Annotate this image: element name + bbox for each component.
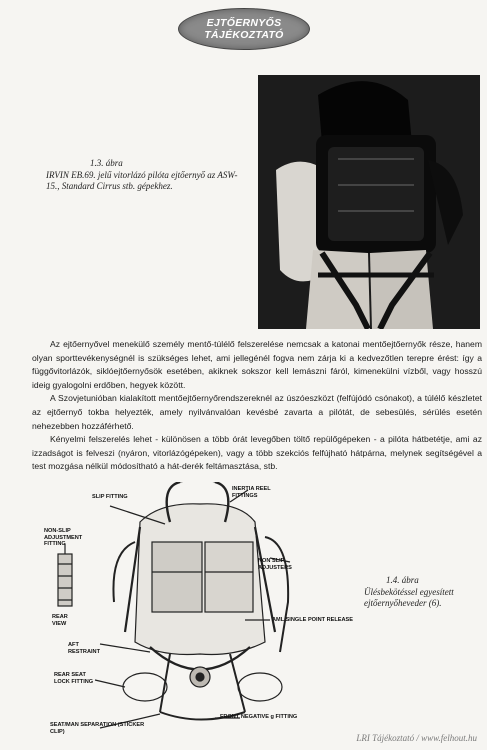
parachute-photo	[258, 75, 480, 329]
article-body	[32, 338, 482, 474]
label-rear-seat-lock: REAR SEAT LOCK FITTING	[54, 672, 94, 685]
label-non-slip-adjustment: NON-SLIP ADJUSTMENT FITTING	[44, 528, 83, 548]
label-aml-release: AML SINGLE POINT RELEASE	[272, 617, 354, 623]
title-line-1: EJTŐERNYŐS	[206, 17, 282, 29]
figure-1-3-caption	[46, 158, 246, 193]
label-slip-fitting: SLIP FITTING	[92, 494, 128, 500]
footer-credit: LRI Tájékoztató / www.felhout.hu	[356, 733, 477, 743]
figure-1-3-number: 1.3. ábra	[90, 158, 123, 168]
title-line-2: TÁJÉKOZTATÓ	[204, 29, 284, 41]
figure-1-4-number: 1.4. ábra	[386, 575, 419, 585]
label-aft-restraint: AFT RESTRAINT	[68, 642, 101, 655]
figure-1-4-caption	[364, 575, 482, 610]
section-title-badge	[178, 8, 310, 50]
figure-1-4-text: Ülésbekötéssel egyesített ejtőernyőheveder (6).	[364, 586, 454, 608]
paragraph-1: Az ejtőernyővel menekülő személy mentő-túlélő felszerelése nemcsak a katonai mentőejtőernyők része, hanem olyan sporttevékenységnél is szükséges lehet, ami jellegénél fogva nem zárja ki a kedvezőtlen terepre érést: így a függővitorlázók, siklóejtőernyősök esetében, akiknek sokszor kell lemászni fáról, kimenekülni vízből, vagy hosszú ideig gyalogolni erdőben, hegyek között.	[32, 339, 482, 390]
paragraph-3: Kényelmi felszerelés lehet - különösen a több órát levegőben töltő repülőgépeken - a pilóta hátbetétje, ami az izzadságot is felveszi (nyáron, vitorlázógépeken), vagy a több szekciós felfújható hátpárna, melynek segítségével a test mozgása nélkül módosítható a hát-derék feltámasztása, stb.	[32, 434, 482, 472]
label-seat-man-separation: SEAT/MAN SEPARATION (STICKER CLIP)	[50, 722, 145, 735]
figure-1-3-text: IRVIN EB.69. jelű vitorlázó pilóta ejtőernyő az ASW-15., Standard Cirrus stb. gépekhez.	[46, 169, 238, 191]
label-non-slip-adjusters: NON SLIP ADJUSTERS	[258, 558, 292, 571]
paragraph-2: A Szovjetunióban kialakított mentőejtőernyőrendszereknél az úszóeszközt (felfújódó csónakot), a túlélő készletet az ejtőernyő tokba helyezték, amely nyilvánvalóan kevésbé zavarta a pilótát, de sebesülés, sérülés esetén nehezebben hozzáférhető.	[32, 393, 482, 431]
harness-diagram	[40, 482, 360, 740]
label-rear-view: REAR VIEW	[52, 614, 68, 627]
label-inertia-reel: INERTIA REEL FITTINGS	[232, 486, 271, 499]
label-front-negative-g: FRONT NEGATIVE g FITTING	[220, 714, 298, 720]
